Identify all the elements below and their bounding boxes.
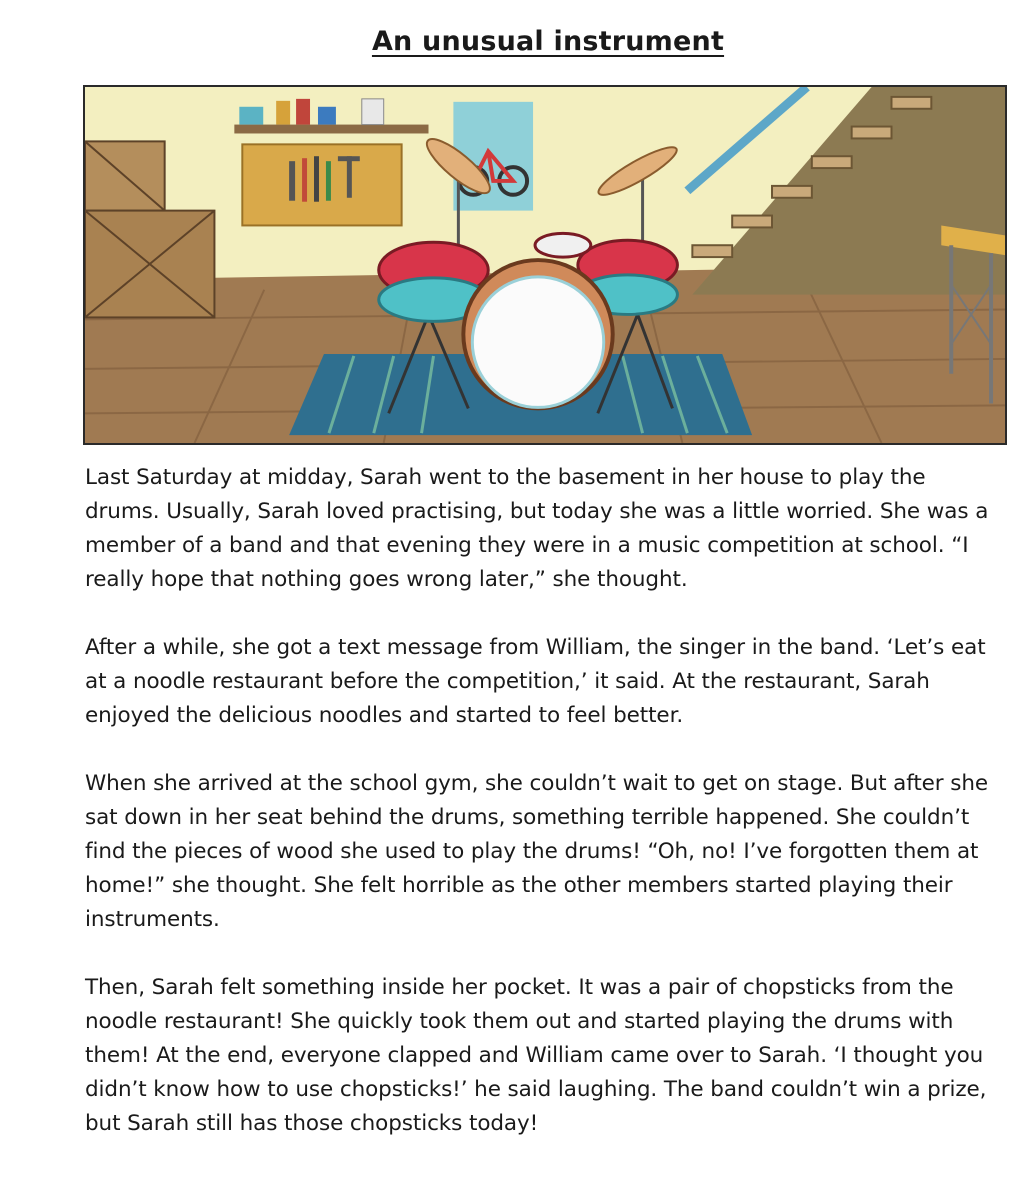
paragraph-3: When she arrived at the school gym, she couldn’t wait to get on stage. But after she sat down in her seat behind the drums, something terrible happened. She couldn’t find the pieces of wood she used to play the drums! “Oh, no! I’ve forgotten them at home!” she thought. She felt horrible as the other members started playing their instruments. <box>85 771 988 932</box>
page-title: An unusual instrument <box>371 26 725 57</box>
bass-drum <box>463 260 612 408</box>
story-text <box>85 461 1005 1175</box>
paragraph-1: Last Saturday at midday, Sarah went to the basement in her house to play the drums. Usually, Sarah loved practising, but today she was a little worried. She was a member of a band and that evening they were in a music competition at school. “I really hope that nothing goes wrong later,” she thought. <box>85 465 989 592</box>
paragraph-4: Then, Sarah felt something inside her pocket. It was a pair of chopsticks from the noodle restaurant! She quickly took them out and started playing the drums with them! At the end, everyone clapped and William came over to Sarah. ‘I thought you didn’t know how to use chopsticks!’ he said laughing. The band couldn’t win a prize, but Sarah still has those chopsticks today! <box>85 975 987 1136</box>
basement-drum-kit-illustration <box>83 85 1007 445</box>
tool-pegboard <box>242 144 401 225</box>
paragraph-2: After a while, she got a text message from William, the singer in the band. ‘Let’s eat at a noodle restaurant before the competition,’ it said. At the restaurant, Sarah enjoyed the delicious noodles and started to feel better. <box>85 635 986 728</box>
